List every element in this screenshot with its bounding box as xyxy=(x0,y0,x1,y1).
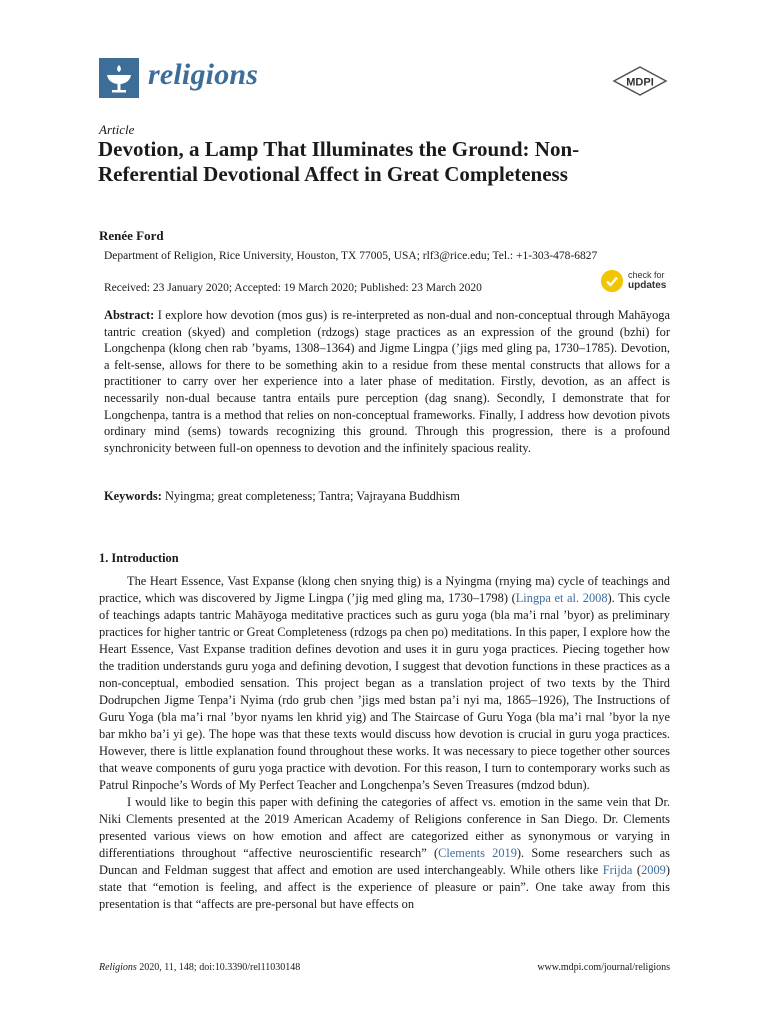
publication-dates: Received: 23 January 2020; Accepted: 19 March 2020; Published: 23 March 2020 xyxy=(104,282,482,294)
citation-link[interactable]: Clements 2019 xyxy=(438,846,517,860)
keywords-label: Keywords: xyxy=(104,489,162,503)
body-text xyxy=(99,573,670,913)
text-run: ). This cycle of teachings adapts tantric Mahāyoga meditative practices such as guru yoga (bla ma’i rnal ’byor) as preliminary practices for higher tantric or Great Completeness (rdzogs pa chen po) meditations. In this paper, I explore how the Heart Essence, Vast Expanse tradition defines devotion and uses it in guru yoga practices. Piecing together how the tradition understands guru yoga and defining devotion, I suggest that devotion functions in these practices as a non-conceptual, embodied sensation. This project began as a translation project of two texts by the Third Dodrupchen Jigme Tenpa’i Nyima (rdo grub chen ’jigs med bstan pa’i nyi ma, 1865–1926), The Instructions of Guru Yoga (bla ma’i rnal ’byor nyams len khrid yig) and The Staircase of Guru Yoga (bla ma’i rnal ’byor la nye bar mkho ba’i yi ge). The hope was that these texts would discuss how devotion is crucial in guru yoga practices. However, there is little explanation found throughout these works. It was necessary to piece together other sources that weave components of guru yoga practice with devotion. For this reason, I turn to contemporary works such as Patrul Rinpoche’s Words of My Perfect Teacher and Longchenpa’s Seven Treasures (mdzod bdun). xyxy=(99,591,670,792)
citation-link[interactable]: Lingpa et al. 2008 xyxy=(515,591,608,605)
publisher-name: MDPI xyxy=(626,76,654,89)
text-run: ( xyxy=(632,863,642,877)
text-run: ) state that “emotion is feeling, and affect is the experience of pleasure or pain”. One take away from this presentation is that “affects are pre-personal but have effects on xyxy=(99,863,670,911)
footer-citation xyxy=(99,962,300,973)
check-updates-label: check for xyxy=(628,270,665,280)
abstract-text: I explore how devotion (mos gus) is re-interpreted as non-dual and non-conceptual through Mahāyoga tantric creation (skyed) and completion (rdzogs) stage practices as an expression of the ground (bzhi) for Longchenpa (klong chen rab ’byams, 1308–1364) and Jigme Lingpa (’jigs med gling pa, 1730–1785). Devotion, a felt-sense, allows for there to be something akin to a residue from these mental constructs that allows for a practitioner to carry over her experience into a later phase of meditation. Firstly, devotion, as an affect is necessarily non-dual because tantra entails pure perception (dag snang). Secondly, I demonstrate that for Longchenpa, tantra is a method that relies on non-conceptual frameworks. Finally, I address how devotion pivots ordinary mind (sems) towards recognizing this ground. Through this progression, there is a profound synchronicity between full-on openness to devotion and the infinitely spacious reality. xyxy=(104,308,670,455)
footer-url[interactable]: www.mdpi.com/journal/religions xyxy=(537,962,670,973)
citation-link[interactable]: Frijda xyxy=(602,863,633,877)
paragraph xyxy=(99,573,670,794)
citation-link[interactable]: 2009 xyxy=(641,863,666,877)
abstract xyxy=(104,307,670,456)
updates-label: updates xyxy=(628,280,667,291)
abstract-label: Abstract: xyxy=(104,308,155,322)
footer-journal: Religions xyxy=(99,962,137,973)
journal-logo-icon xyxy=(99,58,139,98)
author-affiliation: Department of Religion, Rice University, Houston, TX 77005, USA; rlf3@rice.edu; Tel.: +1-303-478-6827 xyxy=(104,250,598,262)
keywords xyxy=(104,489,670,504)
article-type: Article xyxy=(99,122,135,137)
footer-doi: 2020, 11, 148; doi:10.3390/rel11030148 xyxy=(136,962,301,973)
text-run: I would like to begin this paper with defining the categories of affect vs. emotion in the same vein that Dr. Niki Clements presented at the 2019 American Academy of Religions conference in San Diego. Dr. Clements presented various views on how emotion and affect are categorized either as synonymous or varying in differentiations throughout “affective neuroscientific research” ( xyxy=(99,795,670,860)
article-title: Devotion, a Lamp That Illuminates the Ground: Non-Referential Devotional Affect in Great Completeness xyxy=(98,137,580,186)
check-updates-icon xyxy=(601,270,623,292)
paragraph xyxy=(99,794,670,913)
text-run: The Heart Essence, Vast Expanse (klong chen snying thig) is a Nyingma (rnying ma) cycle of teachings and practice, which was discovered by Jigme Lingpa (’jig med gling ma, 1730–1798) ( xyxy=(99,574,670,605)
journal-name: religions xyxy=(148,58,259,91)
publisher-logo xyxy=(612,66,668,96)
check-for-updates-button[interactable] xyxy=(601,270,671,298)
text-run: ). Some researchers such as Duncan and Feldman suggest that affect and emotion are used interchangeably. While others like xyxy=(99,846,670,877)
author-name: Renée Ford xyxy=(99,228,164,243)
section-heading: 1. Introduction xyxy=(99,551,179,565)
keywords-text: Nyingma; great completeness; Tantra; Vajrayana Buddhism xyxy=(164,489,460,503)
